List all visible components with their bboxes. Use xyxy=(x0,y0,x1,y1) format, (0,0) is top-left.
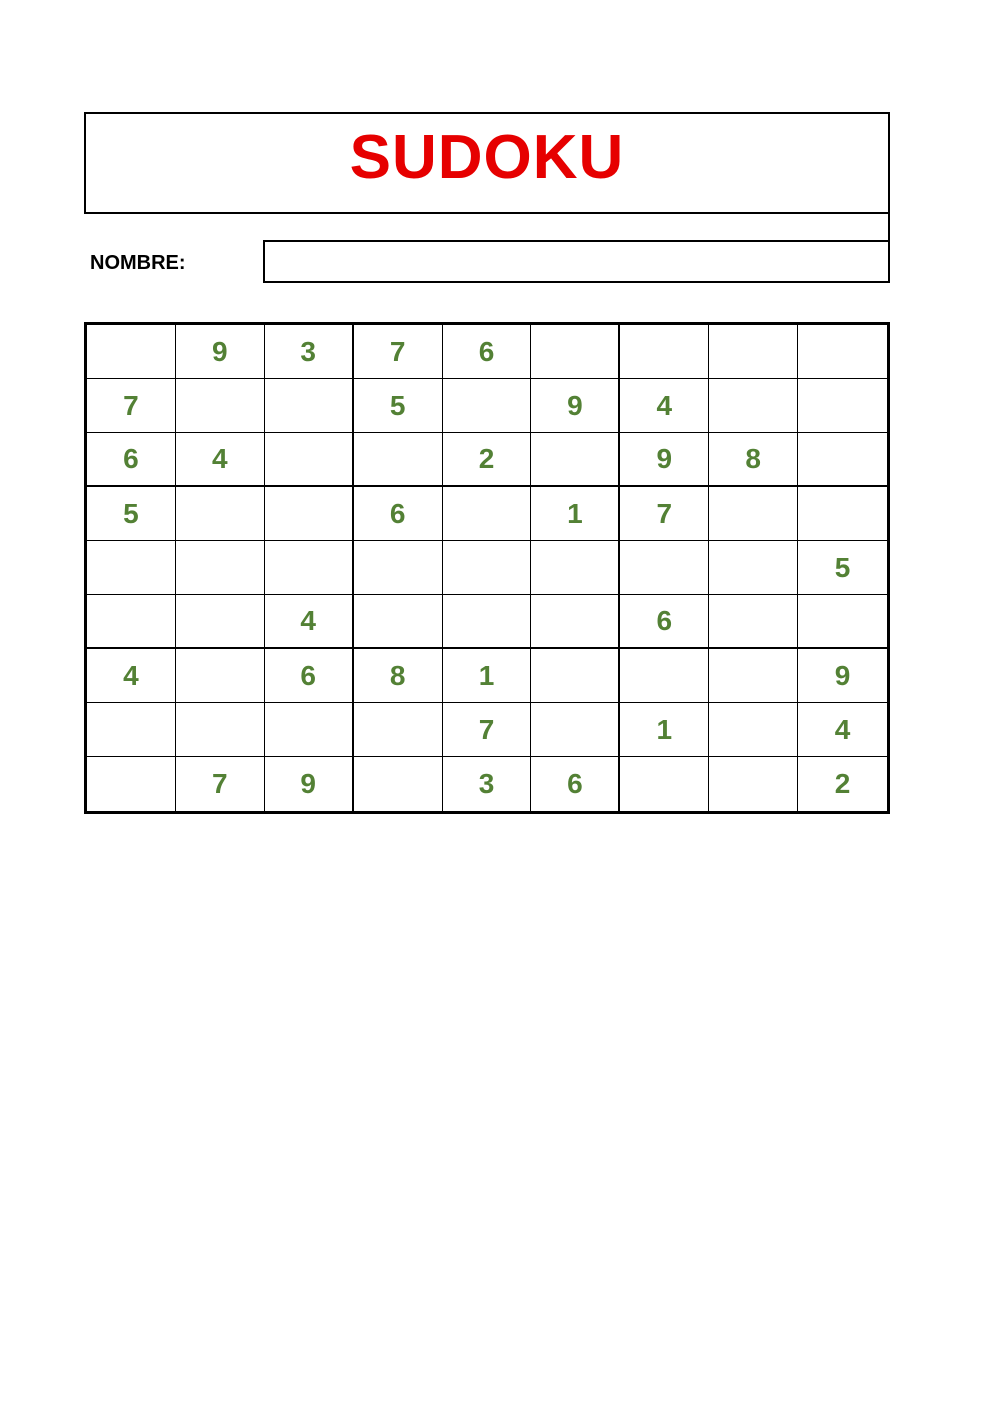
sudoku-cell-r3-c2: 4 xyxy=(176,433,265,487)
page-title: SUDOKU xyxy=(349,122,625,192)
sudoku-cell-r5-c4[interactable] xyxy=(354,541,443,595)
sudoku-cell-r6-c9[interactable] xyxy=(798,595,887,649)
sudoku-cell-r3-c1: 6 xyxy=(87,433,176,487)
sudoku-cell-r9-c5: 3 xyxy=(443,757,532,811)
sudoku-cell-r8-c5: 7 xyxy=(443,703,532,757)
sudoku-cell-r7-c9: 9 xyxy=(798,649,887,703)
sudoku-cell-r7-c3: 6 xyxy=(265,649,354,703)
sudoku-cell-r7-c7[interactable] xyxy=(620,649,709,703)
sudoku-cell-r9-c4[interactable] xyxy=(354,757,443,811)
sudoku-cell-r4-c7: 7 xyxy=(620,487,709,541)
sudoku-cell-r7-c6[interactable] xyxy=(531,649,620,703)
sudoku-cell-r6-c8[interactable] xyxy=(709,595,798,649)
name-label: NOMBRE: xyxy=(90,252,186,274)
sudoku-cell-r8-c4[interactable] xyxy=(354,703,443,757)
sudoku-cell-r9-c9: 2 xyxy=(834,768,851,799)
sudoku-cell-r6-c2[interactable] xyxy=(176,595,265,649)
sudoku-cell-r7-c2[interactable] xyxy=(176,649,265,703)
sudoku-cell-r5-c3[interactable] xyxy=(265,541,354,595)
sudoku-cell-r1-c7[interactable] xyxy=(620,325,709,379)
sudoku-cell-r2-c4: 5 xyxy=(354,379,443,433)
sudoku-cell-r8-c9: 4 xyxy=(798,703,887,757)
sudoku-cell-r2-c1: 7 xyxy=(87,379,176,433)
sudoku-cell-r3-c4[interactable] xyxy=(354,433,443,487)
sudoku-cell-r6-c6[interactable] xyxy=(531,595,620,649)
sudoku-cell-r4-c1: 5 xyxy=(87,487,176,541)
sudoku-cell-r5-c7[interactable] xyxy=(620,541,709,595)
sudoku-cell-r5-c5[interactable] xyxy=(443,541,532,595)
sudoku-cell-r3-c5: 2 xyxy=(443,433,532,487)
sudoku-cell-r4-c8[interactable] xyxy=(709,487,798,541)
sudoku-cell-r5-c8[interactable] xyxy=(709,541,798,595)
sudoku-cell-r1-c8[interactable] xyxy=(709,325,798,379)
sudoku-cell-r1-c2: 9 xyxy=(176,325,265,379)
sudoku-cell-r7-c8[interactable] xyxy=(709,649,798,703)
sudoku-cell-r6-c7: 6 xyxy=(620,595,709,649)
sudoku-cell-r8-c7: 1 xyxy=(620,703,709,757)
sudoku-cell-r4-c4: 6 xyxy=(354,487,443,541)
sudoku-cell-r8-c6[interactable] xyxy=(531,703,620,757)
sudoku-cell-r2-c6: 9 xyxy=(531,379,620,433)
sudoku-cell-r7-c4: 8 xyxy=(354,649,443,703)
sudoku-cell-r2-c9[interactable] xyxy=(798,379,887,433)
sudoku-cell-r6-c3: 4 xyxy=(265,595,354,649)
frame-connector-line xyxy=(888,212,890,242)
sudoku-cell-r6-c5[interactable] xyxy=(443,595,532,649)
sudoku-cell-r5-c9: 5 xyxy=(798,541,887,595)
sudoku-cell-r7-c5: 1 xyxy=(443,649,532,703)
title-box xyxy=(84,112,890,214)
sudoku-cell-r3-c9[interactable] xyxy=(798,433,887,487)
sudoku-cell-r1-c9[interactable] xyxy=(798,325,887,379)
sudoku-cell-r5-c2[interactable] xyxy=(176,541,265,595)
sudoku-cell-r9-c2: 7 xyxy=(176,757,265,811)
sudoku-cell-r9-c6: 6 xyxy=(531,757,620,811)
sudoku-cell-r4-c3[interactable] xyxy=(265,487,354,541)
sudoku-cell-r2-c5[interactable] xyxy=(443,379,532,433)
sudoku-cell-r1-c5: 6 xyxy=(443,325,532,379)
sudoku-cell-r1-c1[interactable] xyxy=(87,325,176,379)
sudoku-cell-r3-c7: 9 xyxy=(620,433,709,487)
sudoku-cell-r9-c3: 9 xyxy=(265,757,354,811)
sudoku-cell-r9-c7[interactable] xyxy=(620,757,709,811)
sudoku-cell-r4-c6: 1 xyxy=(531,487,620,541)
sudoku-cell-r4-c9[interactable] xyxy=(798,487,887,541)
sudoku-cell-r5-c6[interactable] xyxy=(531,541,620,595)
sudoku-cell-r2-c3[interactable] xyxy=(265,379,354,433)
sudoku-cell-r8-c1[interactable] xyxy=(87,703,176,757)
name-field[interactable] xyxy=(263,240,890,283)
sudoku-cell-r9-c8[interactable] xyxy=(709,757,798,811)
sudoku-cell-r9-c1[interactable] xyxy=(87,757,176,811)
sudoku-cell-r7-c1: 4 xyxy=(87,649,176,703)
sudoku-cell-r6-c1[interactable] xyxy=(87,595,176,649)
sudoku-cell-r2-c8[interactable] xyxy=(709,379,798,433)
sudoku-cell-r1-c4: 7 xyxy=(354,325,443,379)
sudoku-cell-r2-c2[interactable] xyxy=(176,379,265,433)
sudoku-cell-r6-c4[interactable] xyxy=(354,595,443,649)
sudoku-cell-r8-c2[interactable] xyxy=(176,703,265,757)
sudoku-cell-r3-c3[interactable] xyxy=(265,433,354,487)
sudoku-cell-r4-c5[interactable] xyxy=(443,487,532,541)
sudoku-cell-r3-c6[interactable] xyxy=(531,433,620,487)
sudoku-cell-r3-c8: 8 xyxy=(709,433,798,487)
sudoku-grid xyxy=(84,322,890,814)
sudoku-cell-r1-c3: 3 xyxy=(265,325,354,379)
sudoku-cell-r5-c1[interactable] xyxy=(87,541,176,595)
sudoku-cell-r1-c6[interactable] xyxy=(531,325,620,379)
sudoku-cell-r4-c2[interactable] xyxy=(176,487,265,541)
sudoku-cell-r8-c8[interactable] xyxy=(709,703,798,757)
sudoku-cell-r2-c7: 4 xyxy=(620,379,709,433)
sudoku-cell-r8-c3[interactable] xyxy=(265,703,354,757)
